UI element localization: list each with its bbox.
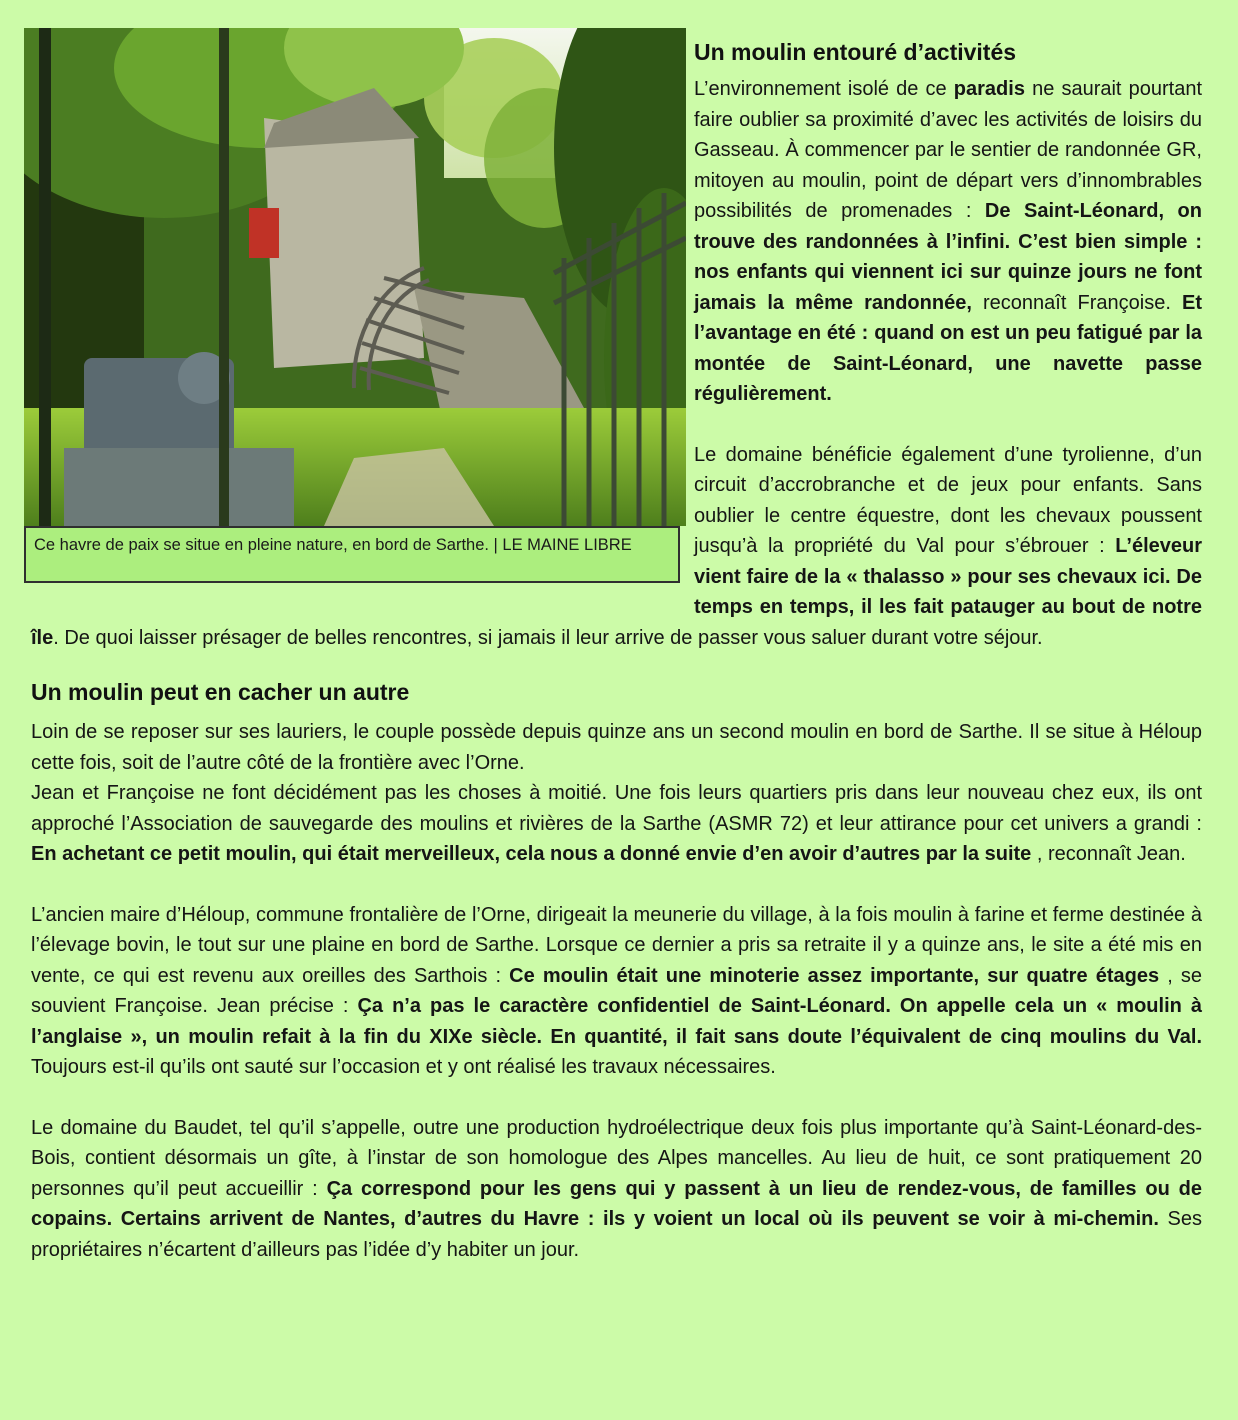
photo-caption: Ce havre de paix se situe en pleine nature, en bord de Sarthe. | LE MAINE LIBRE [24,526,680,583]
section2-paragraph-1: Loin de se reposer sur ses lauriers, le couple possède depuis quinze ans un second moulin en bord de Sarthe. Il se situe à Héloup cette fois, soit de l’autre côté de la frontière avec l’Orne. Jean et Françoise ne font décidément pas les choses à moitié. Une fois leurs quartiers pris dans leur nouveau chez eux, ils ont approché l’Association de sauvegarde des moulins et rivières de la Sarthe (ASMR 72) et leur attirance pour cet univers a grandi : En achetant ce petit moulin, qui était merveilleux, cela nous a donné envie d’en avoir d’autres par la suite , reconnaît Jean. [31,721,1202,865]
section2-paragraph-3: Le domaine du Baudet, tel qu’il s’appelle, outre une production hydroélectrique deux fois plus importante qu’à Saint-Léonard-des-Bois, contient désormais un gîte, à l’instar de son homologue des Alpes mancelles. Au lieu de huit, ce sont pratiquement 20 personnes qu’il peut accueillir : Ça correspond pour les gens qui y passent à un lieu de rendez-vous, de familles ou de copains. Certains arrivent de Nantes, d’autres du Havre : ils y voient un local où ils peuvent se voir à mi-chemin. Ses propriétaires n’écartent d’ailleurs pas l’idée d’y habiter un jour. [31,1116,1202,1261]
moulin-photo [24,28,686,526]
section2-paragraph-2: L’ancien maire d’Héloup, commune frontalière de l’Orne, dirigeait la meunerie du village, à la fois moulin à farine et ferme destinée à l’élevage bovin, le tout sur une plaine en bord de Sarthe. Lorsque ce dernier a pris sa retraite il y a quinze ans, le site a été mis en vente, ce qui est revenu aux oreilles des Sarthois : Ce moulin était une minoterie assez importante, sur quatre étages , se souvient Françoise. Jean précise : Ça n’a pas le caractère confidentiel de Saint-Léonard. On appelle cela un « moulin à l’anglaise », un moulin refait à la fin du XIXe siècle. En quantité, il fait sans doute l’équivalent de cinq moulins du Val. Toujours est-il qu’ils ont sauté sur l’occasion et y ont réalisé les travaux nécessaires. [31,903,1203,1078]
article [31,28,1202,1265]
section1-title: Un moulin entouré d’activités [694,39,1017,65]
photo-illustration [24,28,686,526]
section2-title: Un moulin peut en cacher un autre [31,679,410,705]
figure [24,28,686,591]
section1-paragraph-2: Le domaine bénéficie également d’une tyrolienne, d’un circuit d’accrobranche et de jeux pour enfants. Sans oublier le centre équestre, dont les chevaux poussent jusqu’à la propriété du Val pour s’ébrouer : L’éleveur vient faire de la « thalasso » pour ses chevaux ici. De temps en temps, il les fait patauger au bout de notre île. De quoi laisser présager de belles rencontres, si jamais il leur arrive de passer vous saluer durant votre séjour. [31,443,1202,649]
section1-paragraph-1: L’environnement isolé de ce paradis ne saurait pourtant faire oublier sa proximité d’avec les activités de loisirs du Gasseau. À commencer par le sentier de randonnée GR, mitoyen au moulin, point de départ vers d’innombrables possibilités de promenades : De Saint-Léonard, on trouve des randonnées à l’infini. C’est bien simple : nos enfants qui viennent ici sur quinze jours ne font jamais la même randonnée, reconnaît Françoise. Et l’avantage en été : quand on est un peu fatigué par la montée de Saint-Léonard, une navette passe régulièrement. [694,78,1203,405]
